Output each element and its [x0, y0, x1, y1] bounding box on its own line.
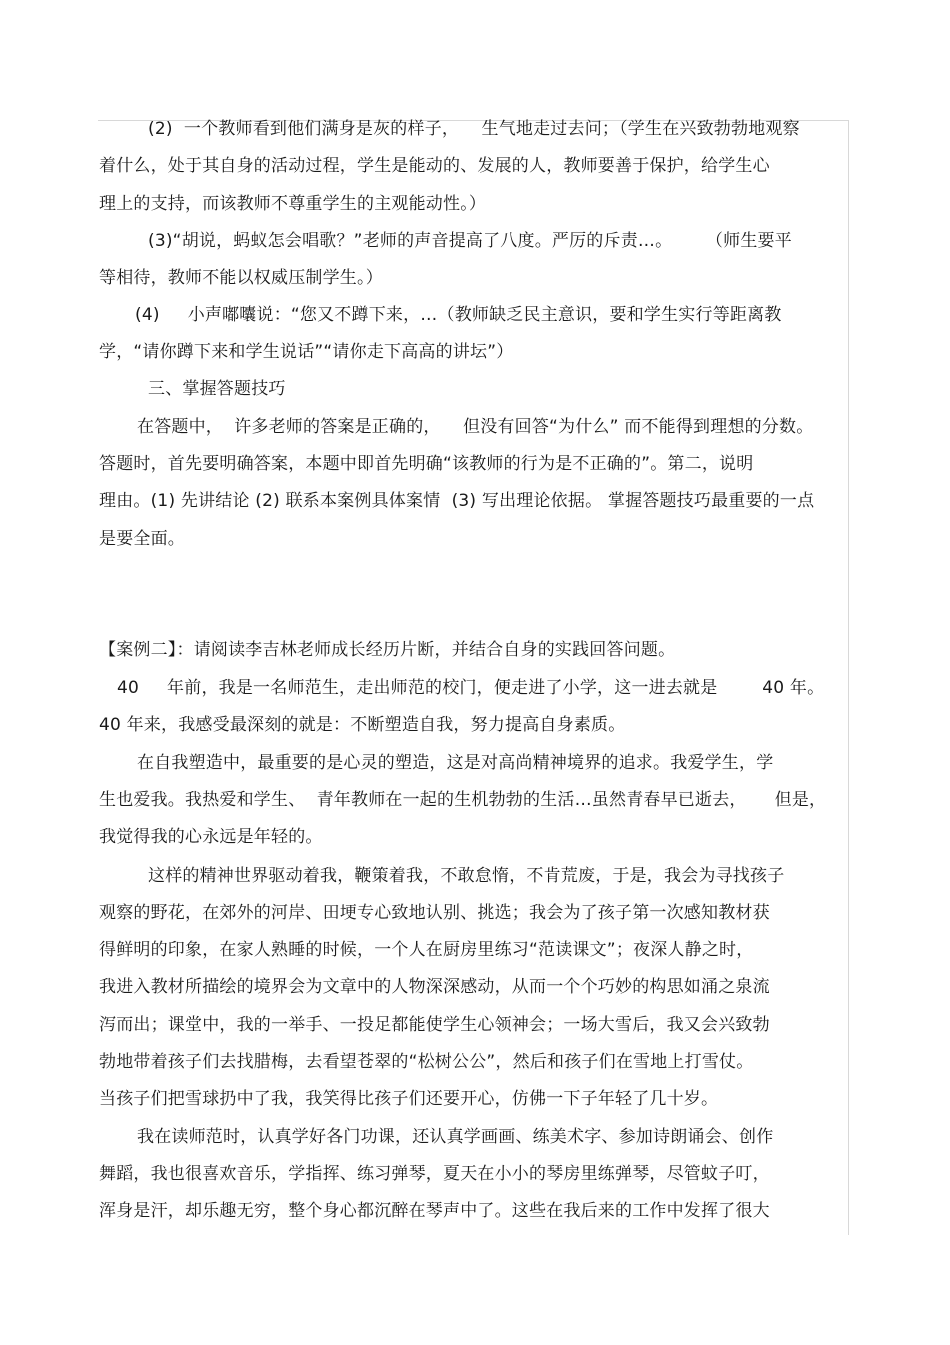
text-line: 理由。(1) 先讲结论 (2) 联系本案例具体案情 (3) 写出理论依据。 掌握答题技巧最重要的一点 — [99, 491, 815, 511]
text-line: 等相待，教师不能以权威压制学生。） — [99, 268, 383, 288]
text-line: 我进入教材所描绘的境界会为文章中的人物深深感动，从而一个个巧妙的构思如涌之泉流 — [99, 977, 770, 997]
text-line: 答题时，首先要明确答案，本题中即首先明确“该教师的行为是不正确的”。第二，说明 — [99, 454, 754, 474]
text-line: 这样的精神世界驱动着我，鞭策着我，不敢怠惰，不肯荒废，于是，我会为寻找孩子 — [148, 866, 785, 886]
text-line: 观察的野花，在郊外的河岸、田埂专心致地认别、挑选；我会为了孩子第一次感知教材获 — [99, 903, 770, 923]
text-line: 理上的支持，而该教师不尊重学生的主观能动性。） — [99, 194, 487, 214]
text-line: 40 年来，我感受最深刻的就是：不断塑造自我，努力提高自身素质。 — [99, 715, 626, 735]
text-line: (2) 一个教师看到他们满身是灰的样子， 生气地走过去问；（学生在兴致勃勃地观察 — [148, 119, 800, 139]
text-line: 我觉得我的心永远是年轻的。 — [99, 827, 323, 847]
section-heading: 三、掌握答题技巧 — [148, 379, 286, 399]
text-line: 舞蹈，我也很喜欢音乐，学指挥、练习弹琴，夏天在小小的琴房里练弹琴，尽管蚊子叮， — [99, 1164, 770, 1184]
page-right-border — [848, 120, 849, 1235]
case-heading: 【案例二】：请阅读李吉林老师成长经历片断，并结合自身的实践回答问题。 — [99, 640, 676, 660]
text-line: (4) 小声嘟囔说：“您又不蹲下来，…（教师缺乏民主意识，要和学生实行等距离教 — [135, 305, 782, 325]
text-line: 是要全面。 — [99, 529, 185, 549]
text-line: 得鲜明的印象，在家人熟睡的时候，一个人在厨房里练习“范读课文”；夜深人静之时， — [99, 940, 754, 960]
text-line: 在答题中， 许多老师的答案是正确的， 但没有回答“为什么” 而不能得到理想的分数。 — [137, 417, 814, 437]
text-line: (3)“胡说，蚂蚁怎会唱歌？”老师的声音提高了八度。严厉的斥责…。 （师生要平 — [148, 231, 792, 251]
text-line: 在自我塑造中，最重要的是心灵的塑造，这是对高尚精神境界的追求。我爱学生，学 — [137, 753, 774, 773]
text-line: 学，“请你蹲下来和学生说话”“请你走下高高的讲坛”） — [99, 342, 514, 362]
text-line: 浑身是汗，却乐趣无穷，整个身心都沉醉在琴声中了。这些在我后来的工作中发挥了很大 — [99, 1201, 770, 1221]
text-line: 着什么，处于其自身的活动过程，学生是能动的、发展的人，教师要善于保护，给学生心 — [99, 156, 770, 176]
text-line: 40 年前，我是一名师范生，走出师范的校门，便走进了小学，这一进去就是 40 年。 — [117, 678, 825, 698]
text-line: 勃地带着孩子们去找腊梅，去看望苍翠的“松树公公”，然后和孩子们在雪地上打雪仗。 — [99, 1052, 754, 1072]
text-line: 我在读师范时，认真学好各门功课，还认真学画画、练美术字、参加诗朗诵会、创作 — [137, 1127, 774, 1147]
text-line: 泻而出；课堂中，我的一举手、一投足都能使学生心领神会；一场大雪后，我又会兴致勃 — [99, 1015, 770, 1035]
text-line: 当孩子们把雪球扔中了我，我笑得比孩子们还要开心，仿佛一下子年轻了几十岁。 — [99, 1089, 719, 1109]
text-line: 生也爱我。我热爱和学生、 青年教师在一起的生机勃勃的生活…虽然青春早已逝去， 但是， — [99, 790, 827, 810]
